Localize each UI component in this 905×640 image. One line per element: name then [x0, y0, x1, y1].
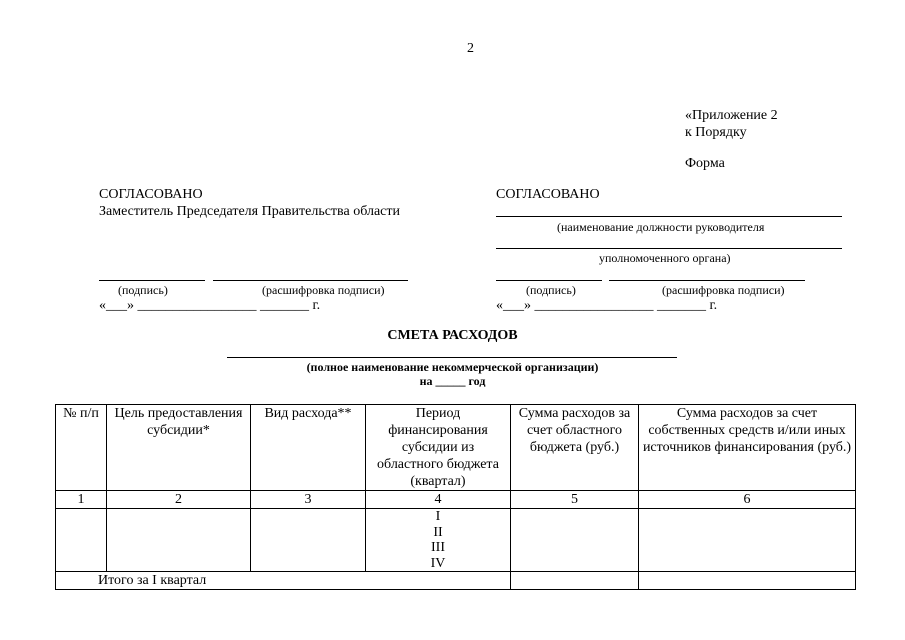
table-cell	[56, 509, 107, 572]
page-number: 2	[467, 41, 474, 56]
total-own-funds-cell	[639, 572, 856, 590]
approval-left-position: Заместитель Председателя Правительства области	[99, 204, 400, 219]
position-caption-right-2: уполномоченного органа)	[599, 251, 731, 265]
position-caption-right-1: (наименование должности руководителя	[557, 220, 765, 234]
table-row	[56, 509, 856, 572]
column-number: 1	[56, 491, 107, 509]
table-header-row	[56, 405, 856, 491]
estimate-table	[55, 404, 856, 590]
approval-right-title: СОГЛАСОВАНО	[496, 187, 600, 202]
signature-caption-right: (подпись)	[526, 283, 576, 297]
decoding-line-left	[213, 280, 408, 281]
signature-caption-left: (подпись)	[118, 283, 168, 297]
position-line-right-1	[496, 216, 842, 217]
column-number: 2	[107, 491, 251, 509]
date-line-right: «___» _________________ _______ г.	[496, 298, 718, 313]
total-label: Итого за I квартал	[56, 572, 511, 590]
org-name-caption: (полное наименование некоммерческой организации)	[306, 360, 599, 374]
form-label: Форма	[685, 156, 725, 171]
table-cell	[511, 509, 639, 572]
position-line-right-2	[496, 248, 842, 249]
total-regional-cell	[511, 572, 639, 590]
quarter-label: IV	[430, 555, 446, 571]
quarters-cell	[366, 509, 511, 572]
table-cell	[107, 509, 251, 572]
column-number: 6	[639, 491, 856, 509]
decoding-caption-left: (расшифровка подписи)	[262, 283, 385, 297]
column-number: 3	[251, 491, 366, 509]
column-number: 5	[511, 491, 639, 509]
quarter-label: I	[435, 509, 441, 524]
header-expense-type: Вид расхода**	[251, 405, 366, 491]
table-cell	[251, 509, 366, 572]
header-period: Период финансирования субсидии из областного бюджета (квартал)	[366, 405, 511, 491]
quarter-label: II	[433, 524, 443, 540]
header-regional-budget-sum: Сумма расходов за счет областного бюджета (руб.)	[511, 405, 639, 491]
table-cell	[639, 509, 856, 572]
quarter-label: III	[431, 540, 445, 555]
header-own-funds-sum: Сумма расходов за счет собственных средств и/или иных источников финансирования (руб.)	[639, 405, 856, 491]
decoding-line-right	[609, 280, 805, 281]
approval-left-title: СОГЛАСОВАНО	[99, 187, 203, 202]
signature-line-right	[496, 280, 602, 281]
column-number: 4	[366, 491, 511, 509]
total-row	[56, 572, 856, 590]
year-line: на _____ год	[419, 374, 486, 388]
header-purpose: Цель предоставления субсидии*	[107, 405, 251, 491]
date-line-left: «___» _________________ _______ г.	[99, 298, 321, 313]
appendix-line-1: «Приложение 2	[685, 108, 778, 123]
document-title: СМЕТА РАСХОДОВ	[387, 328, 518, 343]
column-number-row	[56, 491, 856, 509]
appendix-line-2: к Порядку	[685, 125, 747, 140]
org-name-line	[227, 357, 677, 358]
decoding-caption-right: (расшифровка подписи)	[662, 283, 785, 297]
signature-line-left	[99, 280, 205, 281]
header-number: № п/п	[56, 405, 107, 491]
